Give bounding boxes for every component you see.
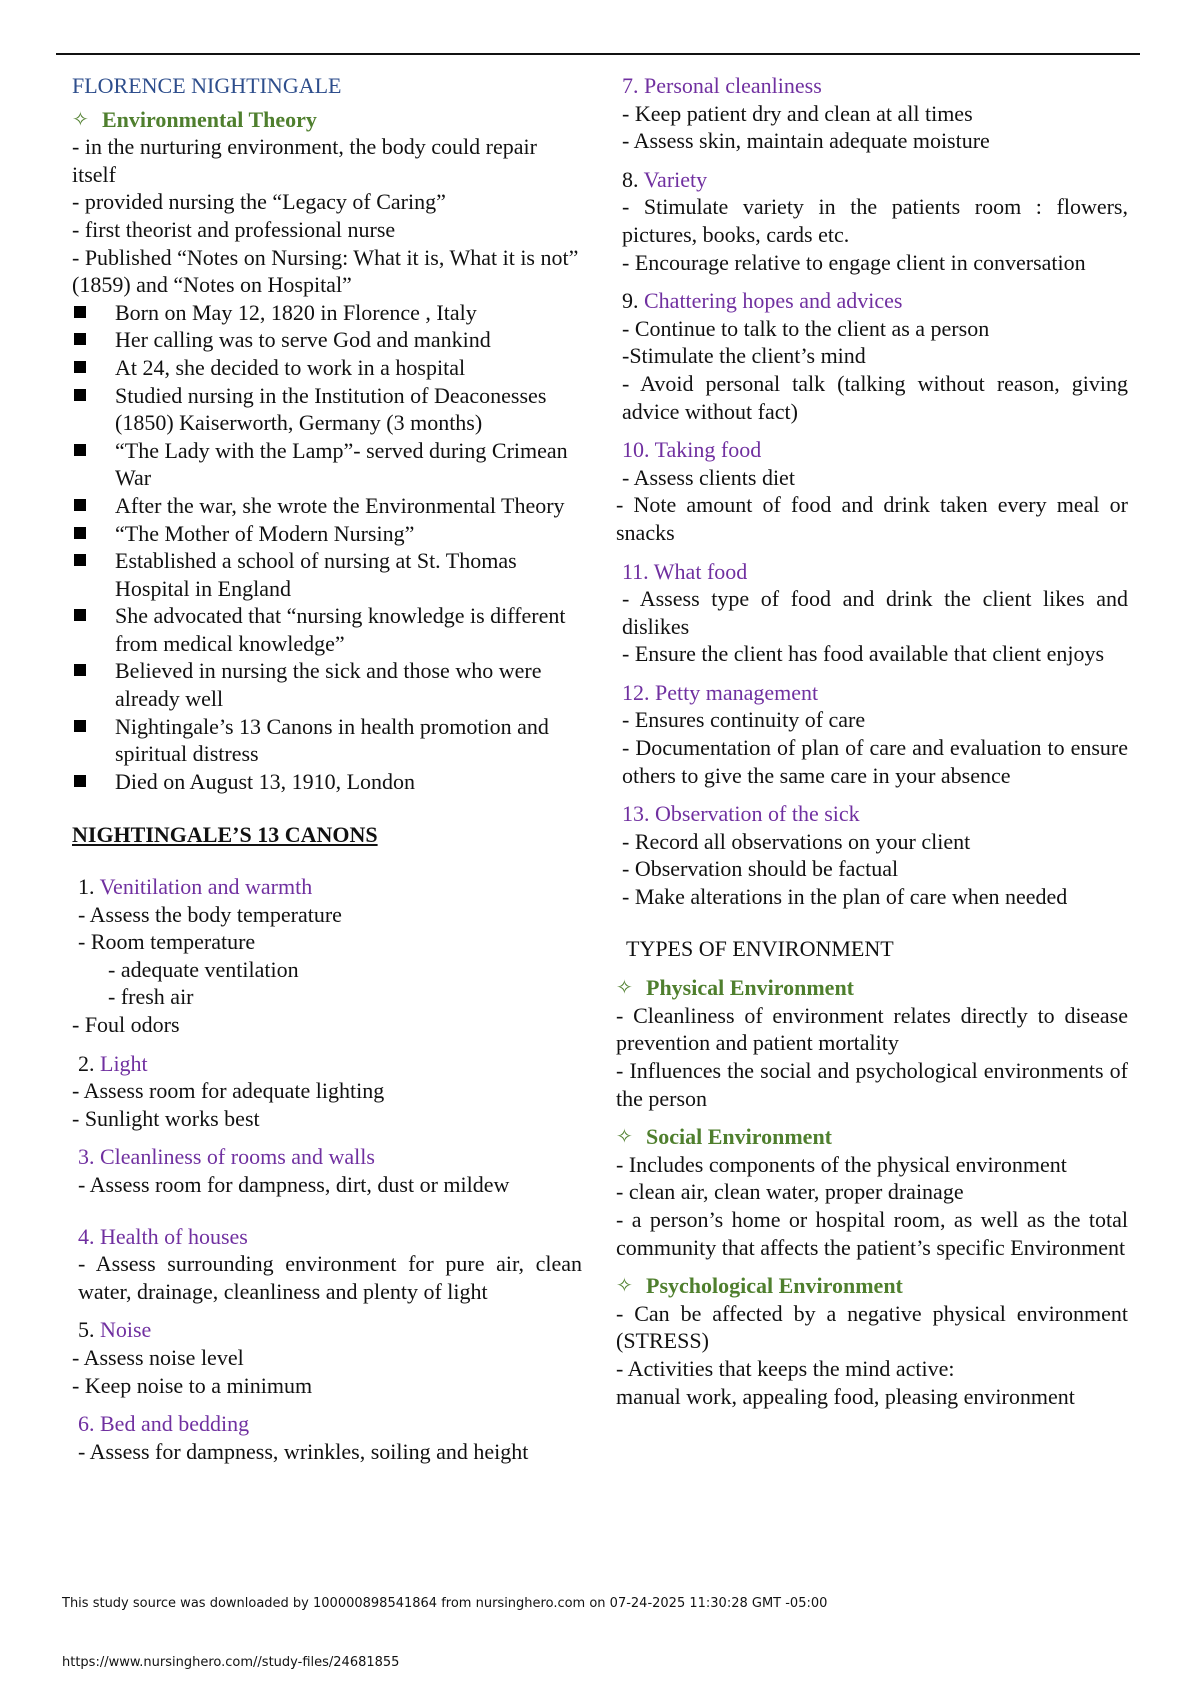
- list-item: [72, 354, 582, 382]
- canon-title-text: Personal cleanliness: [644, 73, 822, 98]
- text-line: - provided nursing the “Legacy of Caring”: [72, 189, 446, 215]
- canon-6: [72, 1410, 582, 1465]
- text-line: - Record all observations on your client: [622, 828, 971, 854]
- canon-title-text: What food: [653, 558, 748, 584]
- list-item-text: Nightingale’s 13 Canons in health promotion and spiritual distress: [115, 713, 549, 767]
- text-line: - Influences the social and psychological environments of the person: [616, 1058, 1128, 1111]
- text-line: - Assess clients diet: [622, 464, 795, 490]
- source-url-link[interactable]: https://www.nursinghero.com//study-files/24681855: [62, 1655, 400, 1670]
- canon-number: 8.: [622, 166, 639, 192]
- list-item: [72, 492, 582, 520]
- list-item-text: “The Mother of Modern Nursing”: [115, 520, 415, 546]
- text-line: - Assess room for adequate lighting: [72, 1078, 385, 1104]
- diamond-star-icon: ✧: [72, 106, 89, 131]
- black-square-icon: [74, 389, 86, 401]
- list-item: [72, 520, 582, 548]
- text-line: manual work, appealing food, pleasing environment: [616, 1383, 1075, 1409]
- social-environment: [616, 1123, 1128, 1261]
- canon-title-text: Observation of the sick: [655, 801, 860, 827]
- text-line: - Sunlight works best: [72, 1105, 260, 1131]
- canon-12: [622, 679, 1128, 789]
- canon-title: [78, 873, 582, 901]
- section-heading-text: Environmental Theory: [102, 106, 317, 132]
- text-line: - in the nurturing environment, the body could repair itself: [72, 134, 537, 187]
- black-square-icon: [74, 775, 86, 787]
- canon-title-text: Health of houses: [100, 1223, 248, 1249]
- text-line: - adequate ventilation: [108, 956, 299, 982]
- text-line: - Assess the body temperature: [78, 901, 342, 927]
- text-line: - Assess for dampness, wrinkles, soiling and height: [78, 1438, 529, 1464]
- canon-2: [72, 1050, 582, 1133]
- canon-title: [622, 558, 1128, 586]
- text-line: - Published “Notes on Nursing: What it is, What it is not” (1859) and “Notes on Hospital”: [72, 244, 579, 298]
- text-line: - Note amount of food and drink taken every meal or snacks: [616, 492, 1128, 545]
- list-item: [72, 326, 582, 354]
- section-heading-text: Physical Environment: [646, 975, 855, 1001]
- canon-title-text: Taking food: [654, 437, 762, 463]
- canon-10: [616, 436, 1128, 546]
- text-line: - Documentation of plan of care and evaluation to ensure others to give the same care in your absence: [622, 735, 1128, 788]
- physical-environment: [616, 974, 1128, 1112]
- text-line: - Cleanliness of environment relates directly to disease prevention and patient mortality: [616, 1002, 1128, 1056]
- text-line: - Assess type of food and drink the client likes and dislikes: [622, 586, 1128, 639]
- canon-9: [622, 287, 1128, 425]
- text-line: - Assess room for dampness, dirt, dust or mildew: [78, 1171, 510, 1197]
- list-item-text: She advocated that “nursing knowledge is different from medical knowledge”: [115, 603, 566, 656]
- text-line: - Keep patient dry and clean at all times: [622, 100, 973, 126]
- black-square-icon: [74, 554, 86, 566]
- text-line: - first theorist and professional nurse: [72, 216, 396, 242]
- canon-number: 1.: [78, 874, 95, 900]
- canon-title: [622, 436, 1128, 464]
- text-line: - Ensure the client has food available that client enjoys: [622, 641, 1105, 667]
- canon-title-text: Variety: [643, 166, 708, 192]
- diamond-star-icon: ✧: [616, 1273, 633, 1298]
- canon-4: [72, 1223, 582, 1306]
- black-square-icon: [74, 333, 86, 345]
- canon-title-text: Cleanliness of rooms and walls: [100, 1144, 375, 1170]
- text-line: - Ensures continuity of care: [622, 707, 866, 733]
- canon-1: [72, 873, 582, 1039]
- section-heading-text: Psychological Environment: [646, 1273, 903, 1299]
- canon-title: [622, 166, 1128, 194]
- list-item-text: Believed in nursing the sick and those who were already well: [115, 658, 542, 712]
- section-heading-text: Social Environment: [646, 1124, 833, 1150]
- canon-number: 6.: [78, 1411, 95, 1437]
- list-item-text: Her calling was to serve God and mankind: [115, 327, 491, 353]
- biography-list: [72, 299, 582, 796]
- canon-title: [72, 1050, 582, 1078]
- right-column: [616, 72, 1128, 1421]
- list-item-text: After the war, she wrote the Environmental Theory: [115, 492, 565, 518]
- text-line: - Foul odors: [72, 1012, 180, 1037]
- text-line: - Activities that keeps the mind active:: [616, 1355, 955, 1381]
- environmental-theory-heading: [72, 106, 582, 134]
- list-item: [72, 602, 582, 657]
- list-item: [72, 547, 582, 602]
- list-item-text: “The Lady with the Lamp”- served during Crimean War: [115, 437, 568, 491]
- list-item-text: Born on May 12, 1820 in Florence , Italy: [115, 299, 477, 325]
- list-item: [72, 437, 582, 492]
- canon-3: [72, 1143, 582, 1198]
- canon-11: [622, 558, 1128, 668]
- diamond-star-icon: ✧: [616, 1124, 633, 1149]
- canon-title: [72, 1316, 582, 1344]
- canon-number: 7.: [622, 73, 639, 98]
- environment-heading: [616, 1272, 1128, 1300]
- left-column: [72, 72, 582, 1476]
- text-line: - Avoid personal talk (talking without reason, giving advice without fact): [622, 370, 1128, 424]
- environment-heading: [616, 1123, 1128, 1151]
- text-line: - Includes components of the physical environment: [616, 1151, 1067, 1177]
- list-item: [72, 713, 582, 768]
- canon-title-text: Bed and bedding: [100, 1411, 250, 1437]
- psychological-environment: [616, 1272, 1128, 1410]
- black-square-icon: [74, 444, 86, 456]
- text-line: - Assess noise level: [72, 1344, 244, 1370]
- text-line: - Observation should be factual: [622, 856, 899, 882]
- list-item-text: Studied nursing in the Institution of Deaconesses (1850) Kaiserworth, Germany (3 months): [115, 382, 547, 436]
- list-item: [72, 768, 582, 796]
- list-item: [72, 299, 582, 327]
- canon-title-text: Petty management: [655, 679, 819, 705]
- text-line: - Assess skin, maintain adequate moisture: [622, 128, 990, 154]
- list-item: [72, 657, 582, 712]
- canon-number: 12.: [622, 679, 650, 705]
- page-title: FLORENCE NIGHTINGALE: [72, 73, 342, 98]
- canon-number: 10.: [622, 437, 650, 463]
- text-line: - clean air, clean water, proper drainage: [616, 1179, 964, 1205]
- environment-heading: [616, 974, 1128, 1002]
- black-square-icon: [74, 720, 86, 732]
- canon-number: 3.: [78, 1144, 95, 1170]
- canon-number: 5.: [78, 1317, 95, 1343]
- canons-heading: NIGHTINGALE’S 13 CANONS: [72, 822, 378, 848]
- text-line: - Encourage relative to engage client in conversation: [622, 249, 1086, 275]
- text-line: - fresh air: [108, 984, 194, 1010]
- text-line: -Stimulate the client’s mind: [622, 343, 866, 369]
- download-note: This study source was downloaded by 100000898541864 from nursinghero.com on 07-24-2025 11:30:28 GMT -05:00: [62, 1596, 828, 1611]
- canon-8: [622, 166, 1128, 276]
- canon-5: [72, 1316, 582, 1399]
- canon-number: 11.: [622, 558, 649, 584]
- canon-title-text: Noise: [100, 1317, 152, 1343]
- canon-7: [622, 72, 1128, 155]
- text-line: - Continue to talk to the client as a person: [622, 315, 990, 341]
- canon-13: [622, 800, 1128, 910]
- black-square-icon: [74, 609, 86, 621]
- canon-title-text: Chattering hopes and advices: [644, 288, 903, 314]
- canon-title: [78, 1143, 582, 1171]
- black-square-icon: [74, 664, 86, 676]
- black-square-icon: [74, 527, 86, 539]
- types-of-environment-heading: TYPES OF ENVIRONMENT: [626, 935, 894, 961]
- canon-title: [622, 679, 1128, 707]
- canon-number: 4.: [78, 1223, 95, 1249]
- list-item-text: At 24, she decided to work in a hospital: [115, 354, 466, 380]
- canon-title: [622, 72, 1128, 100]
- text-line: - Assess surrounding environment for pure air, clean water, drainage, cleanliness and plenty of light: [78, 1251, 582, 1304]
- text-line: - Room temperature: [78, 929, 256, 955]
- text-line: - Can be affected by a negative physical environment (STRESS): [616, 1300, 1128, 1354]
- top-rule: [56, 53, 1140, 55]
- list-item-text: Established a school of nursing at St. Thomas Hospital in England: [115, 548, 517, 601]
- canon-title: [78, 1410, 582, 1438]
- text-line: - Stimulate variety in the patients room : flowers, pictures, books, cards etc.: [622, 194, 1128, 247]
- list-item: [72, 382, 582, 437]
- list-item-text: Died on August 13, 1910, London: [115, 768, 416, 794]
- canon-title-text: Light: [100, 1050, 148, 1076]
- black-square-icon: [74, 361, 86, 373]
- canon-title: [622, 800, 1128, 828]
- text-line: - a person’s home or hospital room, as well as the total community that affects the patient’s specific Environment: [616, 1206, 1128, 1260]
- diamond-star-icon: ✧: [616, 975, 633, 1000]
- canon-title-text: Venitilation and warmth: [99, 874, 313, 900]
- canon-title: [622, 287, 1128, 315]
- canon-number: 13.: [622, 801, 650, 827]
- black-square-icon: [74, 306, 86, 318]
- canon-number: 9.: [622, 288, 639, 314]
- text-line: - Make alterations in the plan of care when needed: [622, 884, 1068, 910]
- text-line: - Keep noise to a minimum: [72, 1372, 313, 1398]
- black-square-icon: [74, 499, 86, 511]
- canon-number: 2.: [78, 1050, 95, 1076]
- canon-title: [78, 1223, 582, 1251]
